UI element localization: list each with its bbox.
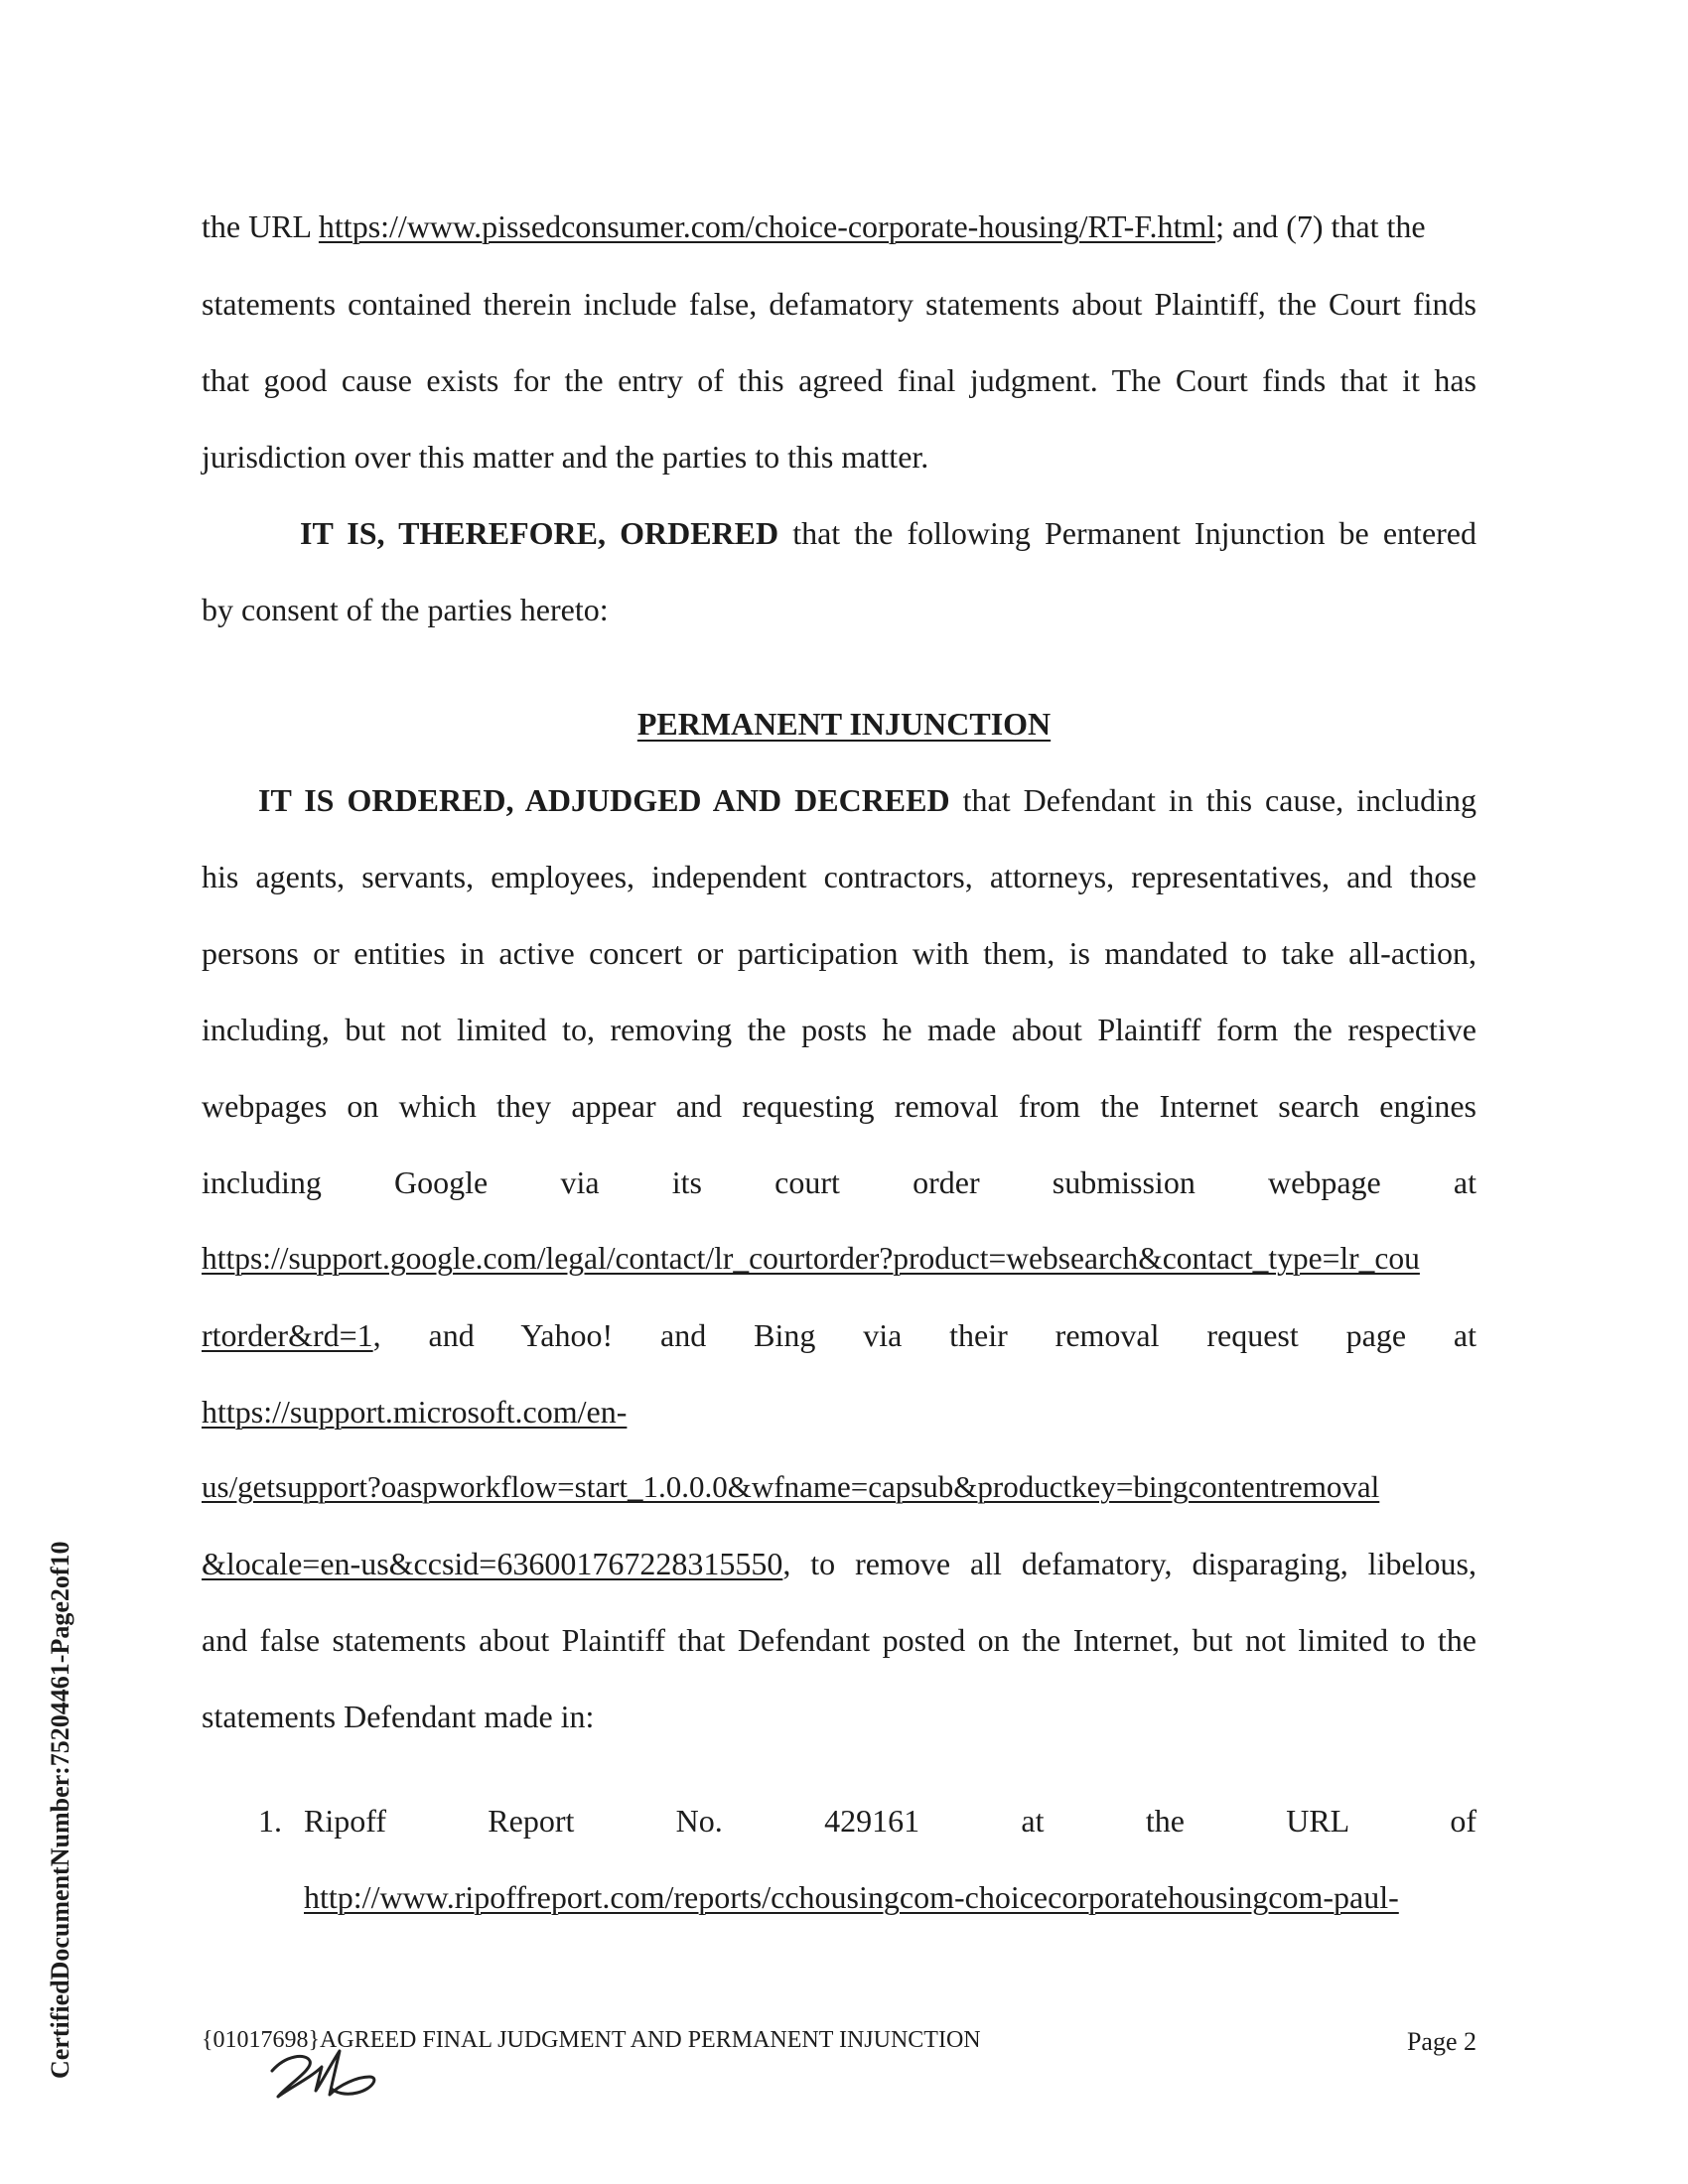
paragraph-line-1: the URL https://www.pissedconsumer.com/choice-corporate-housing/RT-F.html; and (7) that the bbox=[202, 208, 1426, 244]
paragraph-line-14: rtorder&rd=1, and Yahoo! and Bing via their removal request page at bbox=[202, 1317, 1477, 1353]
list-item-text: Ripoff Report No. 429161 at the URL of bbox=[304, 1803, 1477, 1839]
paragraph-line-11: webpages on which they appear and requesting removal from the Internet search engines bbox=[202, 1088, 1477, 1124]
paragraph-line-10: including, but not limited to, removing the posts he made about Plaintiff form the respective bbox=[202, 1012, 1477, 1047]
paragraph-line-2: statements contained therein include false, defamatory statements about Plaintiff, the Court finds bbox=[202, 286, 1477, 322]
paragraph-line-18: and false statements about Plaintiff that Defendant posted on the Internet, but not limited to the bbox=[202, 1622, 1477, 1658]
paragraph-line-19: statements Defendant made in: bbox=[202, 1699, 595, 1734]
footer-doc-title: AGREED FINAL JUDGMENT AND PERMANENT INJUNCTION bbox=[320, 2027, 981, 2053]
pissedconsumer-link[interactable]: https://www.pissedconsumer.com/choice-corporate-housing/RT-F.html bbox=[318, 208, 1216, 244]
consent-line: by consent of the parties hereto: bbox=[202, 592, 609, 627]
microsoft-removal-link-end[interactable]: &locale=en-us&ccsid=636001767228315550 bbox=[202, 1546, 783, 1581]
paragraph-line-4: jurisdiction over this matter and the parties to this matter. bbox=[202, 439, 929, 475]
paragraph-line-17: &locale=en-us&ccsid=636001767228315550, to remove all defamatory, disparaging, libelous, bbox=[202, 1546, 1477, 1581]
google-removal-link[interactable]: https://support.google.com/legal/contact/lr_courtorder?product=websearch&contact_type=lr_cou bbox=[202, 1241, 1420, 1276]
list-item-number: 1. bbox=[258, 1803, 282, 1839]
paragraph-line-3: that good cause exists for the entry of this agreed final judgment. The Court finds that it has bbox=[202, 362, 1477, 398]
page-number: Page 2 bbox=[1406, 2027, 1477, 2056]
microsoft-removal-link-continued[interactable]: us/getsupport?oaspworkflow=start_1.0.0.0&wfname=capsub&productkey=bingcontentremoval bbox=[202, 1469, 1380, 1504]
certification-stamp: CertifiedDocumentNumber:75204461-Page2of10 bbox=[46, 1541, 74, 2079]
paragraph-line-12: including Google via its court order submission webpage at bbox=[202, 1164, 1477, 1200]
paragraph-line-9: persons or entities in active concert or participation with them, is mandated to take all-action, bbox=[202, 935, 1477, 971]
microsoft-removal-link[interactable]: https://support.microsoft.com/en- bbox=[202, 1394, 628, 1430]
decree-line: IT IS ORDERED, ADJUDGED AND DECREED that Defendant in this cause, including bbox=[258, 782, 1477, 818]
initials-signature bbox=[266, 2041, 395, 2103]
order-line: IT IS, THEREFORE, ORDERED that the following Permanent Injunction be entered bbox=[300, 515, 1477, 551]
ripoffreport-link[interactable]: http://www.ripoffreport.com/reports/cchousingcom-choicecorporatehousingcom-paul- bbox=[304, 1879, 1399, 1915]
footer-doc-id: {01017698} bbox=[202, 2027, 321, 2053]
paragraph-line-8: his agents, servants, employees, independent contractors, attorneys, representatives, and those bbox=[202, 859, 1477, 894]
google-removal-link-continued[interactable]: rtorder&rd=1 bbox=[202, 1317, 373, 1353]
section-title: PERMANENT INJUNCTION bbox=[636, 706, 1052, 742]
